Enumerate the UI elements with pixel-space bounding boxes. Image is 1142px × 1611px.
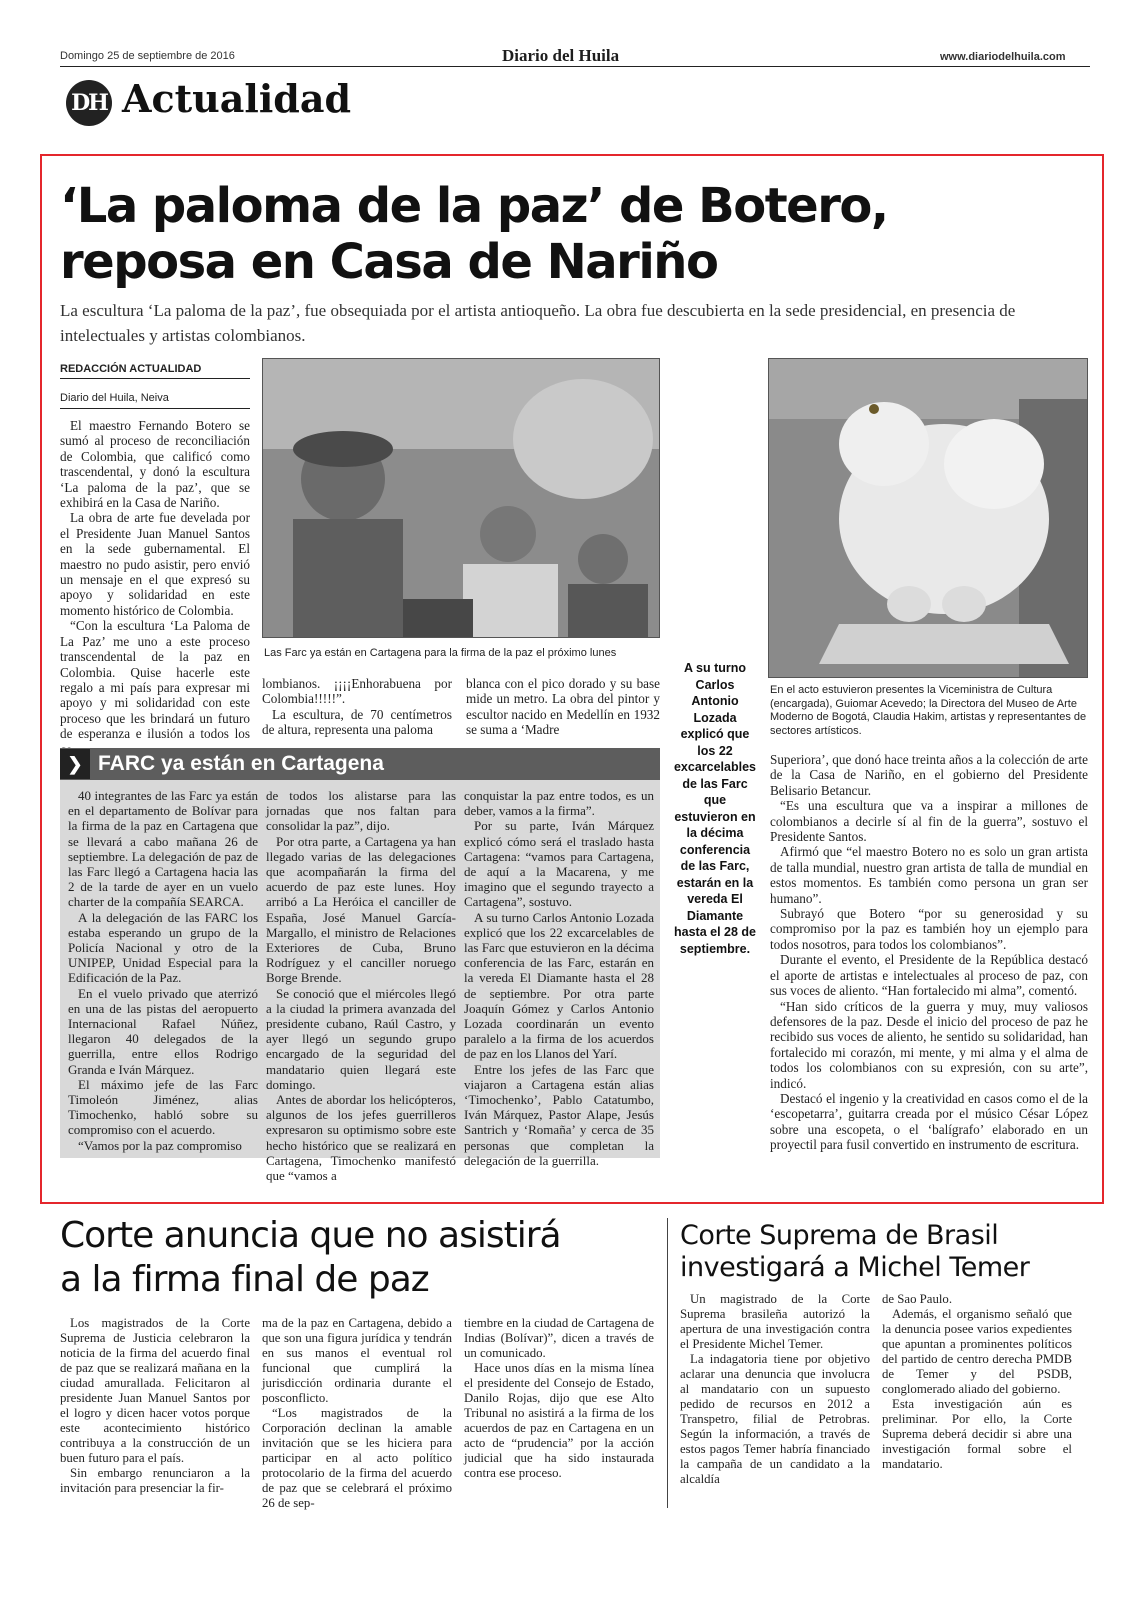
byline-rule <box>60 408 250 409</box>
corte-headline <box>60 1214 561 1302</box>
website-url: www.diariodelhuila.com <box>940 51 1066 63</box>
paragraph: Sin embargo renunciaron a la invitación para presenciar la fir- <box>60 1466 250 1495</box>
paragraph: Por otra parte, a Cartagena ya han llegado varias de las delegaciones que acompañarán la firma del acuerdo de paz este lunes. Hoy arribó a La Heróica el canciller de España, José Manuel García-Margallo, el ministro de Relaciones Exteriores de Cuba, Bruno Rodríguez y el canciller noruego Borge Brende. <box>266 833 456 986</box>
farc-box-header <box>60 748 660 780</box>
paragraph: conquistar la paz entre todos, es un deber, vamos a la firma”. <box>464 788 654 819</box>
paragraph: blanca con el pico dorado y su base mide un metro. La obra del pintor y escultor nacido en Medellín en 1932 se suma a ‘Madre <box>466 676 660 738</box>
paragraph: Superiora’, que donó hace treinta años a la colección de arte de la Casa de Nariño, en el gobierno del Presidente Belisario Betancur. <box>770 752 1088 798</box>
paragraph: Subrayó que Botero “por su generosidad y su compromiso por la paz es también hoy un ejemplo para todos nosotros, para todos los colombianos”. <box>770 906 1088 952</box>
brasil-headline-line-1: Corte Suprema de Brasil <box>680 1220 999 1251</box>
paragraph: Los magistrados de la Corte Suprema de Justicia celebraron la noticia de la firma del acuerdo final de paz que se realizará mañana en la ciudad amurallada. Felicitaron al presidente Juan Manuel Santos por el logro y dicen hacer votos porque este acontecimiento histórico contribuya a la construcción de un buen futuro para el país. <box>60 1316 250 1465</box>
corte-headline-line-2: a la firma final de paz <box>60 1259 429 1300</box>
brasil-column-2 <box>882 1292 1072 1472</box>
paragraph: “Vamos por la paz compromiso <box>78 1137 242 1153</box>
paragraph: tiembre en la ciudad de Cartagena de Indias (Bolívar)”, dicen a través de un comunicado. <box>464 1316 654 1360</box>
farc-column-3 <box>464 788 654 1168</box>
farc-column-2 <box>266 788 456 1183</box>
paragraph: Antes de abordar los helicópteros, algunos de los jefes guerrilleros expresaron su optimismo sobre este hecho histórico que se realizará en Cartagena, Timochenko manifestó que “vamos a <box>266 1092 456 1184</box>
paragraph: En el vuelo privado que aterrizó en una de las pistas del aeropuerto Internacional Rafael Núñez, llegaron 40 delegados de la guerrilla, entre ellos Rodrigo Granda e Iván Márquez. <box>68 985 258 1077</box>
paragraph: A su turno Carlos Antonio Lozada explicó que los 22 excarcelables de las Farc que estuvieron en la décima conferencia de las Farc, estarán en la vereda El Diamante hasta el 28 de septiembre. Por otra parte Joaquín Gómez y Carlos Antonio Lozada coordinarán un evento paralelo a la firma de los acuerdos de paz en los Llanos del Yarí. <box>464 909 654 1062</box>
paragraph: de todos los alistarse para las jornadas que nos faltan para consolidar la paz”, dijo. <box>266 788 456 834</box>
issue-date: Domingo 25 de septiembre de 2016 <box>60 50 235 62</box>
paragraph: Un magistrado de la Corte Suprema brasileña autorizó la apertura de una investigación contra el Presidente Michel Temer. <box>680 1292 870 1351</box>
paragraph: “Con la escultura ‘La Paloma de La Paz’ me uno a este proceso transcendental de la paz en Colombia. Quise hacerle este regalo a mi país para expresar mi apoyo y mi solidaridad con este proceso que les brindará un futuro de esperanza e ilusión a todos los <box>60 618 250 742</box>
farc-column-1 <box>68 788 258 1153</box>
paragraph: Entre los jefes de las Farc que viajaron a Cartagena están alias ‘Timochenko’, Pablo Catatumbo, Iván Márquez, Pastor Alape, Jesús Santrich y ‘Romaña’ y cerca de 35 personas que completan la delegación de la guerrilla. <box>464 1061 654 1168</box>
dove-sculpture-photo <box>768 358 1088 678</box>
paragraph: de Sao Paulo. <box>882 1292 953 1306</box>
main-headline-line-2: reposa en Casa de Nariño <box>60 234 718 290</box>
pull-quote: A su turno Carlos Antonio Lozada explicó que los 22 excarcelables de las Farc que estuvieron en la décima conferencia de las Farc, estarán en la vereda El Diamante hasta el 28 de septiembre. <box>673 661 756 956</box>
brasil-headline-line-2: investigará a Michel Temer <box>680 1252 1030 1283</box>
main-column-1 <box>60 418 250 757</box>
paragraph: A la delegación de las FARC los estaba esperando un grupo de la Policía Nacional y otro de la UNIPEP, Unidad Especial para la Edificación de la Paz. <box>68 909 258 986</box>
paragraph: “Han sido críticos de la guerra y muy, muy valiosos defensores de la paz. Desde el inicio del proceso de paz he recibido sus voces de aliento, he sentido su solidaridad, han fortalecido mi corazón, mi mente, y mi alma y el alma de todos los colombianos con su expresión, con su arte”, indicó. <box>770 998 1088 1091</box>
column-divider <box>667 1218 668 1508</box>
header-rule <box>60 66 1090 67</box>
main-column-3 <box>466 676 660 738</box>
main-right-column <box>770 752 1088 1153</box>
paragraph: Afirmó que “el maestro Botero no es solo un gran artista de talla mundial, nuestro gran artista de talla de mundial en estos momentos. Es también como persona un gran ser humano”. <box>770 844 1088 906</box>
brasil-column-1 <box>680 1292 870 1487</box>
paragraph: La indagatoria tiene por objetivo aclarar una denuncia que involucra al mandatario con un supuesto pedido de recursos en 2012 a Transpetro, filial de Petrobras. Según la información, a través de estos pagos Temer habría financiado la campaña de un candidato a la alcaldía <box>680 1352 870 1486</box>
paragraph: Hace unos días en la misma línea el presidente del Consejo de Estado, Danilo Rojas, dijo que ese Alto Tribunal no asistirá a la firma de los acuerdos de paz en Cartagena en un acto de “prudencia” por la acción judicial que ha sido instaurada contra ese proceso. <box>464 1361 654 1480</box>
paragraph: ma de la paz en Cartagena, debido a que son una figura jurídica y tendrán en sus manos el eventual rol funcional que cumplirá la jurisdicción ordinaria durante el posconflicto. <box>262 1316 452 1405</box>
corte-column-2 <box>262 1316 452 1511</box>
section-title: Actualidad <box>122 76 352 121</box>
paragraph: La obra de arte fue develada por el Presidente Juan Manuel Santos en la sede gubernamental. El maestro no pudo asistir, pero envió un mensaje en el que expresó su apoyo y solidaridad en este momento histórico de Colombia. <box>60 510 250 618</box>
dove-sculpture-image <box>769 359 1088 678</box>
farc-plane-photo-image <box>263 359 660 638</box>
main-headline-line-1: ‘La paloma de la paz’ de Botero, <box>60 178 888 234</box>
paragraph: Esta investigación aún es preliminar. Por ello, la Corte Suprema deberá decidir si abre una investigación formal sobre el mandatario. <box>882 1397 1072 1471</box>
farc-box-title: FARC ya están en Cartagena <box>98 752 384 775</box>
dove-photo-caption: En el acto estuvieron presentes la Viceministra de Cultura (encargada), Guiomar Acevedo; la Directora del Museo de Arte Moderno de Bogotá, Claudia Hakim, artistas y representantes de sectores artísticos. <box>770 684 1087 737</box>
paragraph: El maestro Fernando Botero se sumó al proceso de reconciliación de Colombia, que calificó como trascendental, y donó la escultura ‘La paloma de la paz’, que se exhibirá en la Casa de Nariño. <box>60 418 250 511</box>
paragraph: “Los magistrados de la Corporación declinan la amable invitación que se les hiciera para participar en al acto político protocolario de la firma del acuerdo de paz que se celebrará el próximo 26 de sep- <box>262 1406 452 1510</box>
main-column-2 <box>262 676 452 738</box>
farc-plane-photo <box>262 358 660 638</box>
paragraph: Por su parte, Iván Márquez explicó cómo será el traslado hasta Cartagena: “vamos para Cartagena, de aquí a la Macarena, y me imagino que el segundo trayecto a Cartagena”, sostuvo. <box>464 818 654 910</box>
corte-column-1 <box>60 1316 250 1496</box>
corte-column-3 <box>464 1316 654 1481</box>
main-deck: La escultura ‘La paloma de la paz’, fue obsequiada por el artista antioqueño. La obra fue descubierta en la sede presidencial, en presencia de intelectuales y artistas colombianos. <box>60 301 1016 345</box>
corte-headline-line-1: Corte anuncia que no asistirá <box>60 1215 561 1256</box>
paragraph: La escultura, de 70 centímetros de altura, representa una paloma <box>262 706 452 738</box>
paragraph: El máximo jefe de las Farc Timoleón Jiménez, alias Timochenko, habló sobre su compromiso con el acuerdo. <box>68 1076 258 1138</box>
main-headline <box>60 178 1080 290</box>
paragraph: Durante el evento, el Presidente de la República destacó el aporte de artistas e intelectuales al proceso de paz, con sus voces de aliento. “Han fortalecido mi alma”, comentó. <box>770 952 1088 999</box>
farc-photo-caption: Las Farc ya están en Cartagena para la firma de la paz el próximo lunes <box>264 647 617 659</box>
paragraph: Destacó el ingenio y la creatividad en casos como el de la ‘escopetarra’, guitarra creada por el músico César López sobre una escopeta, o el ‘balígrafo’ elaborado en un proyectil para fusil convertido en instrumento de escritura. <box>770 1090 1088 1153</box>
brasil-headline <box>680 1220 1029 1284</box>
paragraph: Se conoció que el miércoles llegó a la ciudad la primera avanzada del presidente cubano, Raúl Castro, y ayer llegó un segundo grupo encargado de la seguridad del mandatario quien llegará este domingo. <box>266 985 456 1092</box>
byline-place: Diario del Huila, Neiva <box>60 392 169 404</box>
paragraph: “Es una escultura que va a inspirar a millones de colombianos a decirle sí al fin de la guerra”, sostuvo el Presidente Santos. <box>770 798 1088 845</box>
byline-author: REDACCIÓN ACTUALIDAD <box>60 363 202 375</box>
byline-rule <box>60 378 250 379</box>
paragraph: lombianos. ¡¡¡¡Enhorabuena por Colombia!!!!!”. <box>262 676 452 707</box>
arrow-right-icon: ❯ <box>60 749 90 779</box>
newspaper-logo: DH <box>66 80 112 126</box>
paragraph: Además, el organismo señaló que la denuncia posee varios expedientes que apuntan a prominentes políticos del partido de centro derecha PMDB de Temer y del PSDB, conglomerado aliado del gobierno. <box>882 1307 1072 1396</box>
newspaper-name: Diario del Huila <box>502 46 620 65</box>
paragraph: 40 integrantes de las Farc ya están en el departamento de Bolívar para la firma de la paz en Cartagena que se llevará a cabo mañana 26 de septiembre. La delegación de paz de las Farc llegó a Cartagena hacia las 2 de la tarde de ayer en un vuelo charter de la compañía SEARCA. <box>68 788 258 910</box>
